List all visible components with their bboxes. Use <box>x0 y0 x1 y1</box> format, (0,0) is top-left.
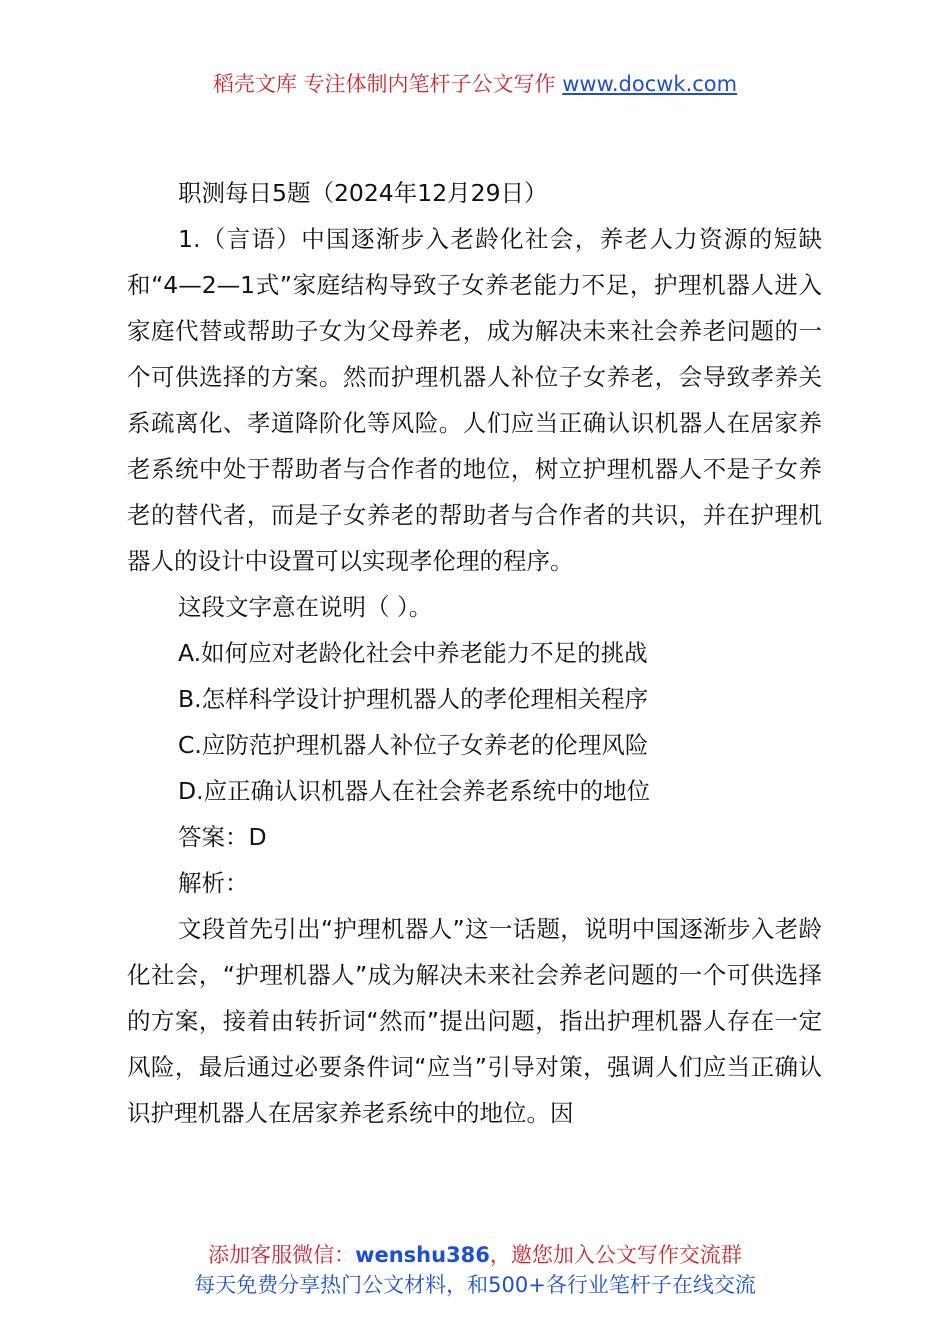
question-text: 1.（言语）中国逐渐步入老龄化社会，养老人力资源的短缺和“4—2—1式”家庭结构导致子女养老能力不足，护理机器人进入家庭代替或帮助子女为父母养老，成为解决未来社会养老问题的一个可供选择的方案。然而护理机器人补位子女养老，会导致孝养关系疏离化、孝道降阶化等风险。人们应当正确认识机器人在居家养老系统中处于帮助者与合作者的地位，树立护理机器人不是子女养老的替代者，而是子女养老的帮助者与合作者的共识，并在护理机器人的设计中设置可以实现孝伦理的程序。 <box>127 225 822 575</box>
document-body <box>127 170 822 1136</box>
option-c: C.应防范护理机器人补位子女养老的伦理风险 <box>178 731 649 759</box>
page-footer <box>0 1240 950 1300</box>
analysis-text: 文段首先引出“护理机器人”这一话题，说明中国逐渐步入老龄化社会，“护理机器人”成为解决未来社会养老问题的一个可供选择的方案，接着由转折词“然而”提出问题，指出护理机器人存在一定风险，最后通过必要条件词“应当”引导对策，强调人们应当正确认识护理机器人在居家养老系统中的地位。因 <box>127 915 822 1127</box>
footer-line-1 <box>0 1240 950 1270</box>
document-title: 职测每日5题（2024年12月29日） <box>178 179 548 207</box>
footer-wechat-id: wenshu386 <box>355 1243 490 1267</box>
header-url-link[interactable]: www.docwk.com <box>562 72 738 96</box>
page-header <box>0 70 950 98</box>
header-brand-text: 稻壳文库 专注体制内笔杆子公文写作 <box>212 72 556 96</box>
answer-line: 答案：D <box>178 823 267 851</box>
option-b: B.怎样科学设计护理机器人的孝伦理相关程序 <box>178 685 649 713</box>
analysis-label: 解析： <box>178 869 249 897</box>
footer-line-2: 每天免费分享热门公文材料，和500+各行业笔杆子在线交流 <box>194 1273 756 1297</box>
footer-prefix: 添加客服微信： <box>208 1243 356 1267</box>
question-prompt: 这段文字意在说明（ ）。 <box>178 593 433 621</box>
option-d: D.应正确认识机器人在社会养老系统中的地位 <box>178 777 651 805</box>
option-a: A.如何应对老龄化社会中养老能力不足的挑战 <box>178 639 648 667</box>
footer-suffix: ，邀您加入公文写作交流群 <box>489 1243 742 1267</box>
